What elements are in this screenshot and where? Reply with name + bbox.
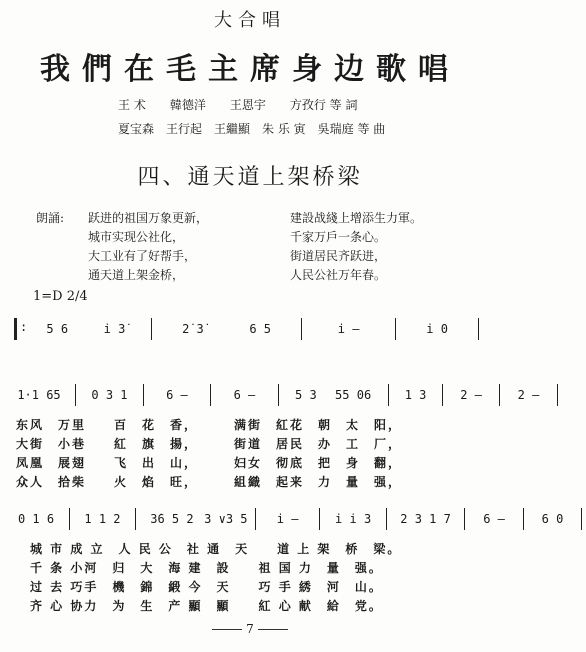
lyric-line: 千 条 小河 归 大 海 建 設 祖 国 力 量 强。 <box>30 561 383 575</box>
notation-row-2 <box>14 384 540 414</box>
bar-line <box>255 508 256 530</box>
divider <box>258 629 288 630</box>
page-number <box>0 622 500 636</box>
note-group: 3 ∨3 5 <box>204 511 248 526</box>
notation-row-3 <box>14 508 564 538</box>
recitation-line: 跃进的祖国万象更新， <box>88 211 209 225</box>
note-group: 1 1 2 <box>84 511 121 526</box>
notation-row-1 <box>14 318 494 348</box>
bar-line <box>464 508 465 530</box>
note-group: 1 3 <box>404 387 427 402</box>
lyrics-credits: 王 术 韓德洋 王恩宇 方孜行 等 詞 <box>118 98 358 112</box>
bar-line <box>442 384 443 406</box>
note-group: i — <box>337 321 360 336</box>
note-group: 55 06 <box>335 387 372 402</box>
song-title: 我們在毛主席身边歌唱 <box>40 52 460 87</box>
bar-line <box>143 384 144 406</box>
note-group: i 0 <box>426 321 448 336</box>
recitation-line: 建設战綫上增添生力軍。 <box>290 211 423 225</box>
section-title: 四、通天道上架桥梁 <box>137 165 363 190</box>
note-group: 6 5 <box>249 321 272 336</box>
note-group: 0 1 6 <box>17 511 55 526</box>
note-group: i i 3 <box>335 511 372 526</box>
note-group: 6 — <box>483 511 505 526</box>
note-group: 6 — <box>166 387 188 402</box>
bar-line <box>135 508 136 530</box>
recitation-line: 街道居民齐跃进， <box>290 249 387 263</box>
note-group: 2 — <box>517 387 540 402</box>
note-group: 2̇ 3̇ <box>182 321 204 336</box>
recitation-left <box>88 209 208 285</box>
bar-line <box>523 508 524 530</box>
note-group: 5 3 <box>295 387 317 402</box>
bar-line <box>151 318 152 340</box>
recitation-line: 千家万戶一条心。 <box>290 230 387 244</box>
verse-1-lyrics <box>16 416 402 492</box>
bar-line <box>278 384 279 406</box>
recitation-line: 城市实现公社化， <box>88 230 185 244</box>
lyric-line: 东风 万里 百 花 香， 满街 紅花 朝 太 阳， <box>16 418 403 432</box>
note-group: 5 6 <box>46 321 69 336</box>
note-group: 2 3 1 7 <box>400 511 451 526</box>
lyric-line: 大街 小巷 紅 旗 揚， 街道 居民 办 工 厂， <box>16 437 403 451</box>
bar-line <box>388 384 389 406</box>
bar-line <box>386 508 387 530</box>
divider <box>212 629 242 630</box>
lyric-line: 凤凰 展翅 飞 出 山， 妇女 彻底 把 身 翻， <box>16 456 403 470</box>
recitation-line: 人民公社万年春。 <box>290 268 387 282</box>
verse-2-lyrics <box>30 540 401 616</box>
genre-label: 大合唱 <box>214 10 286 31</box>
bar-line <box>301 318 302 340</box>
recitation-line: 大工业有了好帮手， <box>88 249 197 263</box>
bar-line <box>210 384 211 406</box>
music-credits: 夏宝森 王行起 王繼顯 朱 乐 寅 吳瑞庭 等 曲 <box>118 122 386 136</box>
lyric-line: 过 去 巧手 機 錦 緞 今 天 巧 手 綉 河 山。 <box>30 580 383 594</box>
repeat-sign <box>14 318 23 340</box>
recitation-label: 朗誦: <box>36 211 65 225</box>
lyric-line: 城 市 成 立 人 民 公 社 通 天 道 上 架 桥 梁。 <box>30 542 402 556</box>
bar-line <box>75 384 76 406</box>
note-group: i — <box>276 511 299 526</box>
key-signature: 1=D 2/4 <box>33 289 88 304</box>
lyric-line: 齐 心 协力 为 生 产 顯 顯 紅 心 献 給 党。 <box>30 599 383 613</box>
note-group: 6 0 <box>541 511 564 526</box>
page-number-text: 7 <box>246 622 254 636</box>
recitation-line: 通天道上架金桥， <box>88 268 185 282</box>
bar-line <box>581 508 582 530</box>
bar-line <box>395 318 396 340</box>
note-group: 3̇6 5 2 <box>150 511 194 526</box>
bar-line <box>557 384 558 406</box>
bar-line <box>478 318 479 340</box>
note-group: 1·1 65 <box>17 387 61 402</box>
bar-line <box>319 508 320 530</box>
note-group: i 3̇ <box>103 321 126 336</box>
bar-line <box>69 508 70 530</box>
bar-line <box>499 384 500 406</box>
note-group: 2 — <box>460 387 482 402</box>
recitation-right <box>290 209 422 285</box>
note-group: 6 — <box>233 387 256 402</box>
lyric-line: 众人 拾柴 火 焰 旺， 組織 起来 力 量 强， <box>16 475 403 489</box>
note-group: 0 3 1 <box>91 387 128 402</box>
